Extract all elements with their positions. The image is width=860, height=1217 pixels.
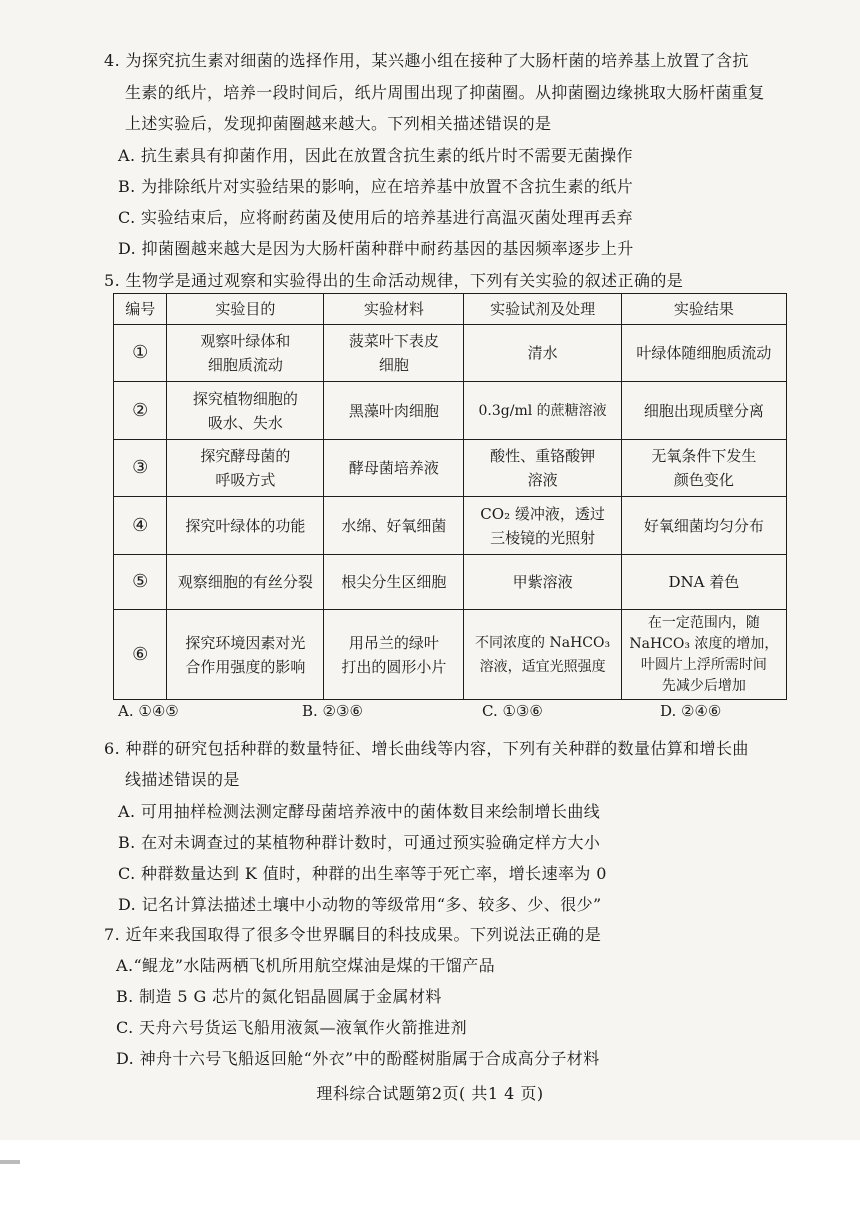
q6-option-d: D. 记名计算法描述土壤中小动物的等级常用“多、较多、少、很少”	[118, 895, 602, 914]
q4-line-2: 生素的纸片，培养一段时间后，纸片周围出现了抑菌圈。从抑菌圈边缘挑取大肠杆菌重复	[125, 83, 765, 102]
q4-option-a: A. 抗生素具有抑菌作用，因此在放置含抗生素的纸片时不需要无菌操作	[118, 146, 633, 165]
row-result	[621, 610, 786, 700]
cell-text: 合作用强度的影响	[185, 657, 306, 676]
q5-stem: 5. 生物学是通过观察和实验得出的生命活动规律，下列有关实验的叙述正确的是	[104, 271, 684, 290]
row-purpose: 观察细胞的有丝分裂	[167, 555, 324, 610]
row-id: ②	[114, 382, 167, 440]
row-purpose	[167, 382, 324, 440]
row-material	[324, 325, 464, 382]
experiment-table	[113, 293, 787, 700]
row-result	[621, 440, 786, 497]
row-id: ③	[114, 440, 167, 497]
row-material: 水绵、好氧细菌	[324, 497, 464, 555]
cell-text: 探究酵母菌的	[200, 447, 291, 465]
table-row	[114, 610, 787, 700]
cell-text: 观察叶绿体和	[200, 332, 291, 350]
header-reagent: 实验试剂及处理	[464, 294, 622, 325]
q7-stem: 7. 近年来我国取得了很多令世界瞩目的科技成果。下列说法正确的是	[104, 925, 602, 944]
cell-text: 无氧条件下发生	[651, 447, 757, 465]
q4-option-d: D. 抑菌圈越来越大是因为大肠杆菌种群中耐药基因的基因频率逐步上升	[118, 239, 634, 258]
row-material: 黑藻叶肉细胞	[324, 382, 464, 440]
table-row	[114, 325, 787, 382]
row-id: ⑥	[114, 610, 167, 700]
row-id: ⑤	[114, 555, 167, 610]
cell-text: 溶液，适宜光照强度	[479, 658, 606, 675]
q6-option-c: C. 种群数量达到 K 值时，种群的出生率等于死亡率，增长速率为 0	[118, 864, 607, 883]
row-id: ①	[114, 325, 167, 382]
header-result: 实验结果	[621, 294, 786, 325]
cell-text: 先减少后增加	[661, 677, 746, 694]
q7-option-c: C. 天舟六号货运飞船用液氮—液氧作火箭推进剂	[116, 1018, 468, 1037]
cell-text: 溶液	[527, 471, 558, 489]
header-id: 编号	[114, 294, 167, 325]
row-purpose	[167, 325, 324, 382]
page-margin	[0, 1140, 860, 1217]
q7-option-a: A.“鲲龙”水陆两栖飞机所用航空煤油是煤的干馏产品	[116, 956, 496, 975]
q4-option-c: C. 实验结束后，应将耐药菌及使用后的培养基进行高温灭菌处理再丢弃	[118, 208, 634, 227]
cell-text: 不同浓度的 NaHCO₃	[475, 634, 611, 651]
cell-text: 打出的圆形小片	[341, 657, 447, 676]
cell-text: NaHCO₃ 浓度的增加，	[629, 635, 779, 652]
q7-option-d: D. 神舟十六号飞船返回舱“外衣”中的酚醛树脂属于合成高分子材料	[116, 1049, 600, 1068]
q6-option-b: B. 在对未调查过的某植物种群计数时，可通过预实验确定样方大小	[118, 833, 601, 852]
table-row	[114, 555, 787, 610]
q4-line-3: 上述实验后，发现抑菌圈越来越大。下列相关描述错误的是	[125, 114, 552, 133]
row-result: 好氧细菌均匀分布	[621, 497, 786, 555]
row-result: 叶绿体随细胞质流动	[621, 325, 786, 382]
row-reagent: 甲紫溶液	[464, 555, 622, 610]
cell-text: 酸性、重铬酸钾	[490, 447, 596, 465]
row-reagent: 0.3g/ml 的蔗糖溶液	[464, 382, 622, 440]
scan-smudge	[0, 1160, 20, 1164]
cell-text: 细胞质流动	[207, 356, 283, 374]
cell-text: 用吊兰的绿叶	[348, 633, 439, 652]
q6-line-2: 线描述错误的是	[125, 770, 240, 789]
q5-choice-d: D. ②④⑥	[660, 702, 722, 720]
row-material: 酵母菌培养液	[324, 440, 464, 497]
row-purpose: 探究叶绿体的功能	[167, 497, 324, 555]
row-purpose	[167, 610, 324, 700]
q4-option-b: B. 为排除纸片对实验结果的影响，应在培养基中放置不含抗生素的纸片	[118, 177, 634, 196]
cell-text: 探究植物细胞的	[192, 389, 298, 408]
table-row	[114, 382, 787, 440]
header-material: 实验材料	[324, 294, 464, 325]
row-reagent	[464, 610, 622, 700]
cell-text: CO₂ 缓冲液，透过	[480, 504, 605, 523]
q4-line-1: 4. 为探究抗生素对细菌的选择作用，某兴趣小组在接种了大肠杆菌的培养基上放置了含抗	[104, 51, 749, 70]
q5-choice-b: B. ②③⑥	[302, 702, 363, 720]
row-reagent	[464, 497, 622, 555]
q6-option-a: A. 可用抽样检测法测定酵母菌培养液中的菌体数目来绘制增长曲线	[118, 802, 601, 821]
cell-text: 颜色变化	[673, 471, 734, 489]
row-purpose	[167, 440, 324, 497]
cell-text: 细胞	[378, 356, 409, 374]
q7-option-b: B. 制造 5 G 芯片的氮化铝晶圆属于金属材料	[116, 987, 442, 1006]
q5-choice-c: C. ①③⑥	[482, 702, 543, 720]
table-row	[114, 497, 787, 555]
row-material	[324, 610, 464, 700]
cell-text: 菠菜叶下表皮	[348, 332, 439, 350]
cell-text: 吸水、失水	[207, 413, 283, 432]
row-result: DNA 着色	[621, 555, 786, 610]
cell-text: 探究环境因素对光	[185, 633, 306, 652]
q6-line-1: 6. 种群的研究包括种群的数量特征、增长曲线等内容，下列有关种群的数量估算和增长曲	[104, 739, 749, 758]
row-result: 细胞出现质壁分离	[621, 382, 786, 440]
table-row	[114, 440, 787, 497]
row-material: 根尖分生区细胞	[324, 555, 464, 610]
table-header-row	[114, 294, 787, 325]
cell-text: 三棱镜的光照射	[490, 528, 596, 547]
q5-choice-a: A. ①④⑤	[118, 702, 179, 720]
page-footer: 理科综合试题第2页( 共1 4 页)	[316, 1084, 544, 1103]
row-id: ④	[114, 497, 167, 555]
cell-text: 叶圆片上浮所需时间	[640, 656, 767, 673]
header-purpose: 实验目的	[167, 294, 324, 325]
cell-text: 在一定范围内，随	[647, 614, 760, 631]
row-reagent	[464, 440, 622, 497]
cell-text: 呼吸方式	[215, 471, 276, 489]
row-reagent: 清水	[464, 325, 622, 382]
